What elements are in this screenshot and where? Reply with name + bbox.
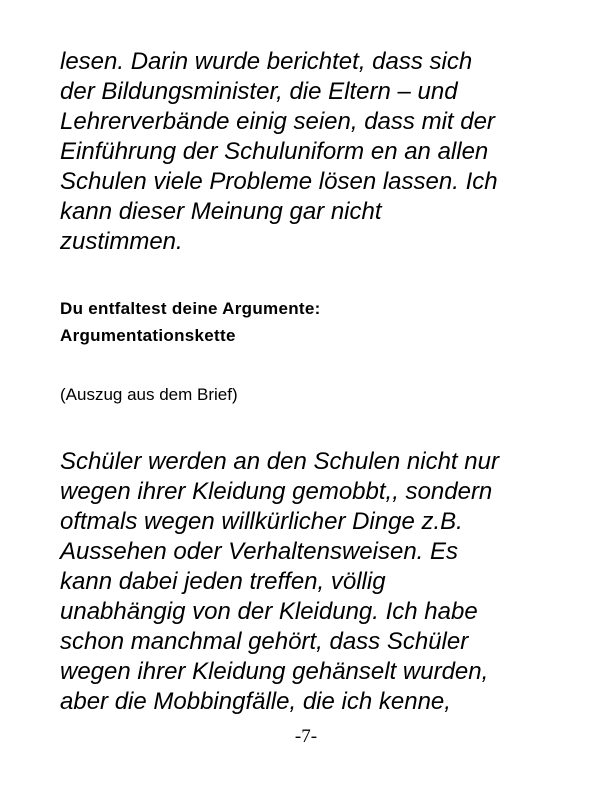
letter-paragraph: [60, 447, 580, 717]
text-line: aber die Mobbingfälle, die ich kenne,: [60, 688, 451, 715]
text-line: oftmals wegen willkürlicher Dinge z.B.: [60, 508, 463, 535]
text-line: schon manchmal gehört, dass Schüler: [60, 628, 469, 655]
text-line: Einführung der Schuluniform en an allen: [60, 138, 489, 165]
heading-line: Du entfaltest deine Argumente:: [60, 299, 321, 318]
text-line: unabhängig von der Kleidung. Ich habe: [60, 598, 478, 625]
text-line: Schulen viele Probleme lösen lassen. Ich: [60, 168, 498, 195]
text-line: kann dabei jeden treffen, völlig: [60, 568, 386, 595]
text-line: zustimmen.: [60, 228, 183, 255]
heading-line: Argumentationskette: [60, 326, 236, 345]
text-line: lesen. Darin wurde berichtet, dass sich: [60, 48, 473, 75]
text-line: Aussehen oder Verhaltensweisen. Es: [60, 538, 459, 565]
text-line: Schüler werden an den Schulen nicht nur: [60, 448, 499, 475]
text-line: wegen ihrer Kleidung gemobbt,, sondern: [60, 478, 493, 505]
section-heading: [60, 295, 580, 349]
text-line: Lehrerverbände einig seien, dass mit der: [60, 108, 495, 135]
text-line: der Bildungsminister, die Eltern – und: [60, 78, 458, 105]
text-line: wegen ihrer Kleidung gehänselt wurden,: [60, 658, 489, 685]
page-number: -7-: [294, 726, 318, 747]
excerpt-note: (Auszug aus dem Brief): [60, 385, 238, 404]
intro-paragraph: [60, 47, 580, 257]
text-line: kann dieser Meinung gar nicht: [60, 198, 382, 225]
